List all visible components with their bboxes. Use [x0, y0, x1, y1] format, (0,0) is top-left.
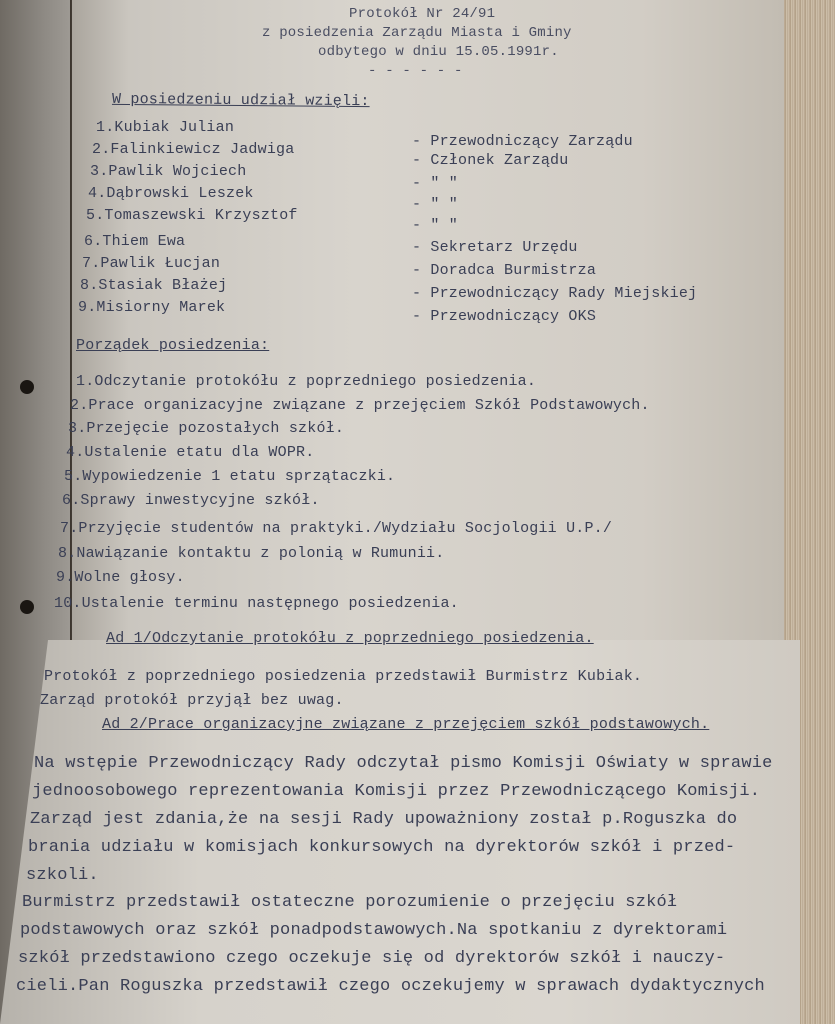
agenda-item: 3.Przejęcie pozostałych szkół.: [68, 420, 345, 437]
header-separator: - - - - - -: [368, 63, 463, 79]
agenda-heading: Porządek posiedzenia:: [76, 337, 270, 354]
agenda-item: 9.Wolne głosy.: [56, 569, 185, 586]
ad1-text-line: Zarząd protokół przyjął bez uwag.: [40, 692, 344, 709]
ad2-text-line: podstawowych oraz szkół ponadpodstawowych.Na spotkaniu z dyrektorami: [20, 921, 728, 940]
member-role: - Doradca Burmistrza: [412, 262, 597, 279]
agenda-item: 10.Ustalenie terminu następnego posiedzenia.: [54, 595, 459, 612]
agenda-item: 2.Prace organizacyjne związane z przejęciem Szkół Podstawowych.: [70, 397, 650, 414]
member-name: 2.Falinkiewicz Jadwiga: [92, 141, 295, 158]
protocol-number: Protokół Nr 24/91: [349, 6, 496, 22]
member-name: 9.Misiorny Marek: [78, 299, 226, 316]
member-name: 8.Stasiak Błażej: [80, 277, 228, 294]
agenda-item: 1.Odczytanie protokółu z poprzedniego posiedzenia.: [76, 373, 537, 390]
ad2-text-line: Na wstępie Przewodniczący Rady odczytał pismo Komisji Oświaty w sprawie: [34, 754, 773, 773]
agenda-item: 4.Ustalenie etatu dla WOPR.: [66, 444, 315, 461]
agenda-item: 6.Sprawy inwestycyjne szkół.: [62, 492, 320, 509]
member-role: - " ": [412, 196, 459, 213]
member-role: - Sekretarz Urzędu: [412, 239, 578, 256]
member-role: - Członek Zarządu: [412, 152, 569, 169]
agenda-item: 5.Wypowiedzenie 1 etatu sprzątaczki.: [64, 468, 396, 485]
member-role: - Przewodniczący OKS: [412, 308, 597, 325]
protocol-subtitle: z posiedzenia Zarządu Miasta i Gminy: [262, 25, 572, 41]
ad2-text-line: Zarząd jest zdania,że na sesji Rady upoważniony został p.Roguszka do: [30, 810, 738, 829]
ad2-text-line: cieli.Pan Roguszka przedstawił czego oczekujemy w sprawach dydaktycznych: [16, 977, 765, 996]
binder-ring: [20, 600, 34, 614]
agenda-item: 8.Nawiązanie kontaktu z polonią w Rumunii.: [58, 545, 445, 562]
member-name: 3.Pawlik Wojciech: [90, 163, 247, 180]
member-role: - " ": [412, 217, 459, 234]
member-name: 5.Tomaszewski Krzysztof: [86, 207, 298, 224]
agenda-item: 7.Przyjęcie studentów na praktyki./Wydziału Socjologii U.P./: [60, 520, 613, 537]
member-name: 4.Dąbrowski Leszek: [88, 185, 254, 202]
ad1-heading: Ad 1/Odczytanie protokółu z poprzedniego posiedzenia.: [106, 630, 594, 647]
ad2-heading: Ad 2/Prace organizacyjne związane z przejęciem szkół podstawowych.: [102, 716, 710, 733]
member-name: 7.Pawlik Łucjan: [82, 255, 221, 272]
member-role: - " ": [412, 175, 459, 192]
ad2-text-line: szkoli.: [26, 866, 99, 885]
ad2-text-line: Burmistrz przedstawił ostateczne porozumienie o przejęciu szkół: [22, 893, 678, 912]
member-name: 6.Thiem Ewa: [84, 233, 186, 250]
member-role: - Przewodniczący Rady Miejskiej: [412, 285, 698, 302]
attendance-heading: W posiedzeniu udział wzięli:: [111, 90, 370, 111]
ad2-text-line: brania udziału w komisjach konkursowych na dyrektorów szkół i przed-: [28, 838, 736, 857]
ad2-text-line: jednoosobowego reprezentowania Komisji przez Przewodniczącego Komisji.: [32, 782, 761, 801]
ad2-text-line: szkół przedstawiono czego oczekuje się od dyrektorów szkół i nauczy-: [18, 949, 726, 968]
member-role: - Przewodniczący Zarządu: [412, 133, 633, 150]
member-name: 1.Kubiak Julian: [96, 119, 235, 136]
protocol-date: odbytego w dniu 15.05.1991r.: [318, 44, 559, 60]
ad1-text-line: Protokół z poprzedniego posiedzenia przedstawił Burmistrz Kubiak.: [44, 668, 643, 685]
binder-ring: [20, 380, 34, 394]
